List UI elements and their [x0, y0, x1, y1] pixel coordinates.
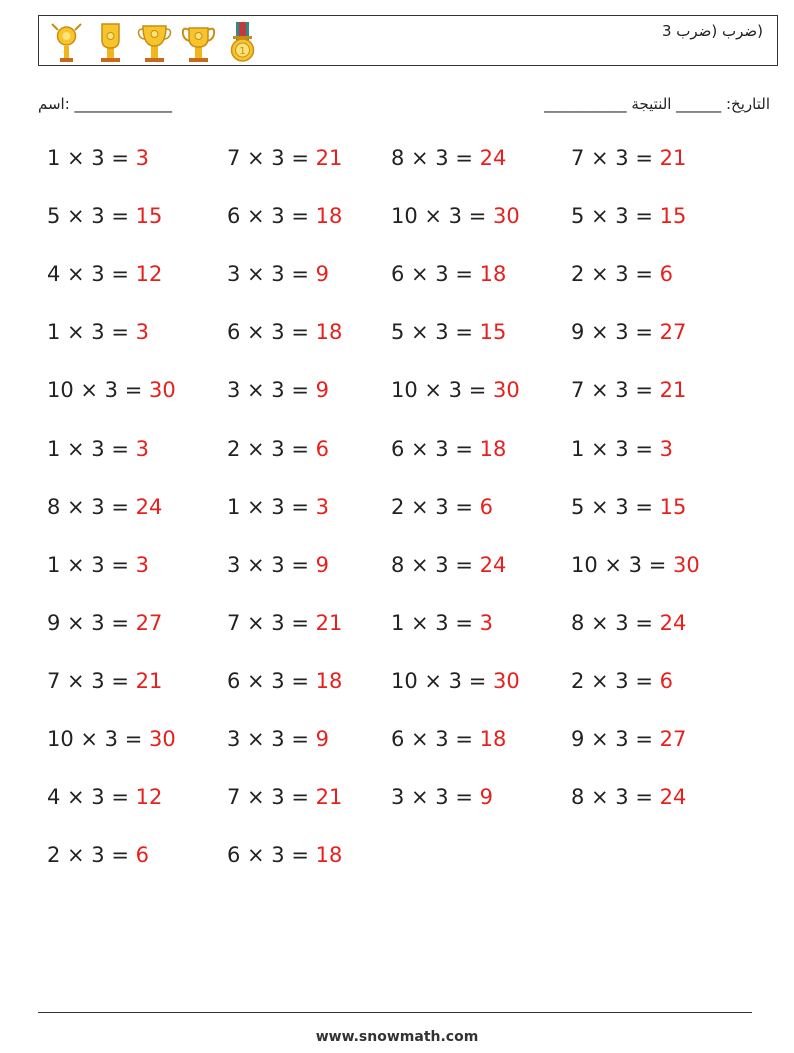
- problem-answer: 9: [315, 552, 329, 577]
- problem-item: [47, 437, 149, 461]
- problem-item: [227, 843, 342, 867]
- problem-question: 10 × 3 =: [391, 378, 493, 403]
- problem-item: [47, 378, 176, 402]
- problem-question: 5 × 3 =: [391, 320, 480, 345]
- problem-answer: 21: [315, 146, 343, 170]
- problem-item: [47, 611, 162, 635]
- problem-item: [571, 320, 686, 344]
- problem-answer: 3: [135, 552, 149, 577]
- problem-item: [227, 611, 342, 635]
- problem-answer: 9: [315, 727, 329, 751]
- problem-answer: 24: [659, 785, 687, 810]
- problem-item: [391, 785, 493, 809]
- problem-item: [227, 378, 329, 402]
- problem-item: [47, 204, 162, 228]
- problem-answer: 27: [135, 610, 163, 635]
- problem-answer: 24: [659, 610, 687, 635]
- problem-answer: 6: [659, 262, 673, 287]
- problem-item: [227, 785, 342, 809]
- problem-answer: 3: [135, 320, 149, 345]
- problem-question: 6 × 3 =: [391, 262, 480, 287]
- problem-question: 2 × 3 =: [571, 262, 660, 287]
- problem-answer: 9: [315, 378, 329, 403]
- problem-item: [391, 727, 506, 751]
- problem-item: [571, 437, 673, 461]
- problem-item: [571, 553, 700, 577]
- problem-item: [47, 495, 162, 519]
- problem-question: 2 × 3 =: [47, 843, 136, 868]
- problem-answer: 30: [492, 668, 520, 693]
- problem-question: 6 × 3 =: [391, 436, 480, 461]
- problem-question: 2 × 3 =: [571, 668, 660, 693]
- problem-answer: 18: [315, 320, 343, 345]
- problem-question: 1 × 3 =: [47, 552, 136, 577]
- problem-question: 8 × 3 =: [391, 146, 480, 170]
- problem-question: 6 × 3 =: [227, 843, 316, 868]
- problem-question: 3 × 3 =: [227, 378, 316, 403]
- problem-item: [571, 785, 686, 809]
- problem-answer: 27: [659, 320, 687, 345]
- problem-question: 7 × 3 =: [47, 668, 136, 693]
- problem-question: 3 × 3 =: [391, 785, 480, 810]
- problem-answer: 18: [479, 436, 507, 461]
- worksheet-title: (ضرب (ضرب 3: [661, 22, 763, 40]
- problem-answer: 6: [479, 494, 493, 519]
- problem-answer: 15: [479, 320, 507, 345]
- problem-answer: 3: [135, 436, 149, 461]
- footer-divider: [38, 1012, 752, 1013]
- problem-item: [391, 553, 506, 577]
- problem-question: 3 × 3 =: [227, 262, 316, 287]
- problem-question: 1 × 3 =: [571, 436, 660, 461]
- problem-item: [47, 146, 149, 170]
- problem-item: [391, 378, 520, 402]
- problem-item: [227, 204, 342, 228]
- problem-item: [47, 320, 149, 344]
- problem-answer: 30: [492, 378, 520, 403]
- problem-answer: 30: [672, 552, 700, 577]
- problem-item: [571, 204, 686, 228]
- problem-question: 9 × 3 =: [47, 610, 136, 635]
- problem-question: 4 × 3 =: [47, 262, 136, 287]
- problem-item: [47, 262, 162, 286]
- problem-question: 7 × 3 =: [227, 146, 316, 170]
- problem-answer: 15: [659, 204, 687, 229]
- svg-text:1: 1: [239, 46, 246, 57]
- problem-question: 2 × 3 =: [391, 494, 480, 519]
- problem-question: 8 × 3 =: [571, 785, 660, 810]
- problem-answer: 30: [148, 727, 176, 751]
- problem-item: [571, 262, 673, 286]
- problem-question: 8 × 3 =: [47, 494, 136, 519]
- problem-question: 7 × 3 =: [227, 610, 316, 635]
- problem-answer: 18: [315, 843, 343, 868]
- problem-answer: 3: [315, 494, 329, 519]
- problem-item: [227, 437, 329, 461]
- problem-item: [391, 437, 506, 461]
- problem-question: 1 × 3 =: [47, 320, 136, 345]
- problem-item: [227, 727, 329, 751]
- problem-answer: 18: [315, 668, 343, 693]
- problem-question: 1 × 3 =: [227, 494, 316, 519]
- problem-item: [227, 262, 329, 286]
- problem-question: 7 × 3 =: [571, 146, 660, 170]
- problem-answer: 21: [659, 146, 687, 170]
- problem-question: 3 × 3 =: [227, 727, 316, 751]
- problem-item: [391, 320, 506, 344]
- problem-answer: 21: [659, 378, 687, 403]
- problem-item: [47, 553, 149, 577]
- problem-question: 3 × 3 =: [227, 552, 316, 577]
- problem-answer: 6: [659, 668, 673, 693]
- problem-answer: 24: [479, 146, 507, 170]
- problem-answer: 6: [135, 843, 149, 868]
- problem-answer: 18: [479, 262, 507, 287]
- problem-item: [391, 146, 506, 170]
- problem-answer: 27: [659, 727, 687, 751]
- problem-item: [227, 320, 342, 344]
- problem-answer: 9: [315, 262, 329, 287]
- problem-item: [571, 378, 686, 402]
- problem-answer: 3: [479, 610, 493, 635]
- problem-item: [47, 785, 162, 809]
- problem-question: 10 × 3 =: [391, 668, 493, 693]
- problem-question: 1 × 3 =: [391, 610, 480, 635]
- problem-question: 5 × 3 =: [571, 494, 660, 519]
- problem-item: [571, 611, 686, 635]
- problem-item: [391, 669, 520, 693]
- problem-question: 4 × 3 =: [47, 785, 136, 810]
- problem-question: 6 × 3 =: [391, 727, 480, 751]
- problem-answer: 18: [479, 727, 507, 751]
- problem-item: [227, 669, 342, 693]
- problem-answer: 9: [479, 785, 493, 810]
- problem-item: [571, 146, 686, 170]
- problem-question: 2 × 3 =: [227, 436, 316, 461]
- problem-item: [391, 611, 493, 635]
- problem-question: 1 × 3 =: [47, 436, 136, 461]
- problem-answer: 3: [659, 436, 673, 461]
- problem-question: 1 × 3 =: [47, 146, 136, 170]
- problem-answer: 15: [135, 204, 163, 229]
- problem-question: 9 × 3 =: [571, 727, 660, 751]
- problem-question: 8 × 3 =: [571, 610, 660, 635]
- problem-item: [47, 843, 149, 867]
- problem-question: 10 × 3 =: [571, 552, 673, 577]
- problem-item: [47, 727, 176, 751]
- problem-item: [227, 553, 329, 577]
- problem-question: 10 × 3 =: [47, 378, 149, 403]
- problem-question: 8 × 3 =: [391, 552, 480, 577]
- problem-question: 7 × 3 =: [227, 785, 316, 810]
- problem-answer: 21: [315, 785, 343, 810]
- problem-item: [571, 669, 673, 693]
- problem-answer: 15: [659, 494, 687, 519]
- problem-item: [391, 495, 493, 519]
- problem-answer: 12: [135, 262, 163, 287]
- problem-answer: 6: [315, 436, 329, 461]
- problem-question: 10 × 3 =: [47, 727, 149, 751]
- problem-item: [227, 495, 329, 519]
- problem-question: 6 × 3 =: [227, 204, 316, 229]
- problem-answer: 18: [315, 204, 343, 229]
- problem-item: [47, 669, 162, 693]
- problem-answer: 24: [135, 494, 163, 519]
- problem-answer: 21: [315, 610, 343, 635]
- problem-item: [571, 495, 686, 519]
- problem-item: [391, 204, 520, 228]
- problem-answer: 21: [135, 668, 163, 693]
- problem-question: 6 × 3 =: [227, 668, 316, 693]
- problem-question: 10 × 3 =: [391, 204, 493, 229]
- problem-question: 9 × 3 =: [571, 320, 660, 345]
- date-score-field: التاريخ: ______ النتيجة ___________: [544, 95, 770, 113]
- problem-question: 7 × 3 =: [571, 378, 660, 403]
- problem-question: 5 × 3 =: [47, 204, 136, 229]
- problem-item: [571, 727, 686, 751]
- problem-answer: 3: [135, 146, 149, 170]
- student-name-field: اسم: _____________: [38, 95, 173, 113]
- problem-answer: 30: [492, 204, 520, 229]
- problem-answer: 30: [148, 378, 176, 403]
- problem-answer: 12: [135, 785, 163, 810]
- problem-item: [391, 262, 506, 286]
- problem-answer: 24: [479, 552, 507, 577]
- problem-question: 6 × 3 =: [227, 320, 316, 345]
- problem-question: 5 × 3 =: [571, 204, 660, 229]
- problem-item: [227, 146, 342, 170]
- footer-url: www.snowmath.com: [315, 1029, 479, 1045]
